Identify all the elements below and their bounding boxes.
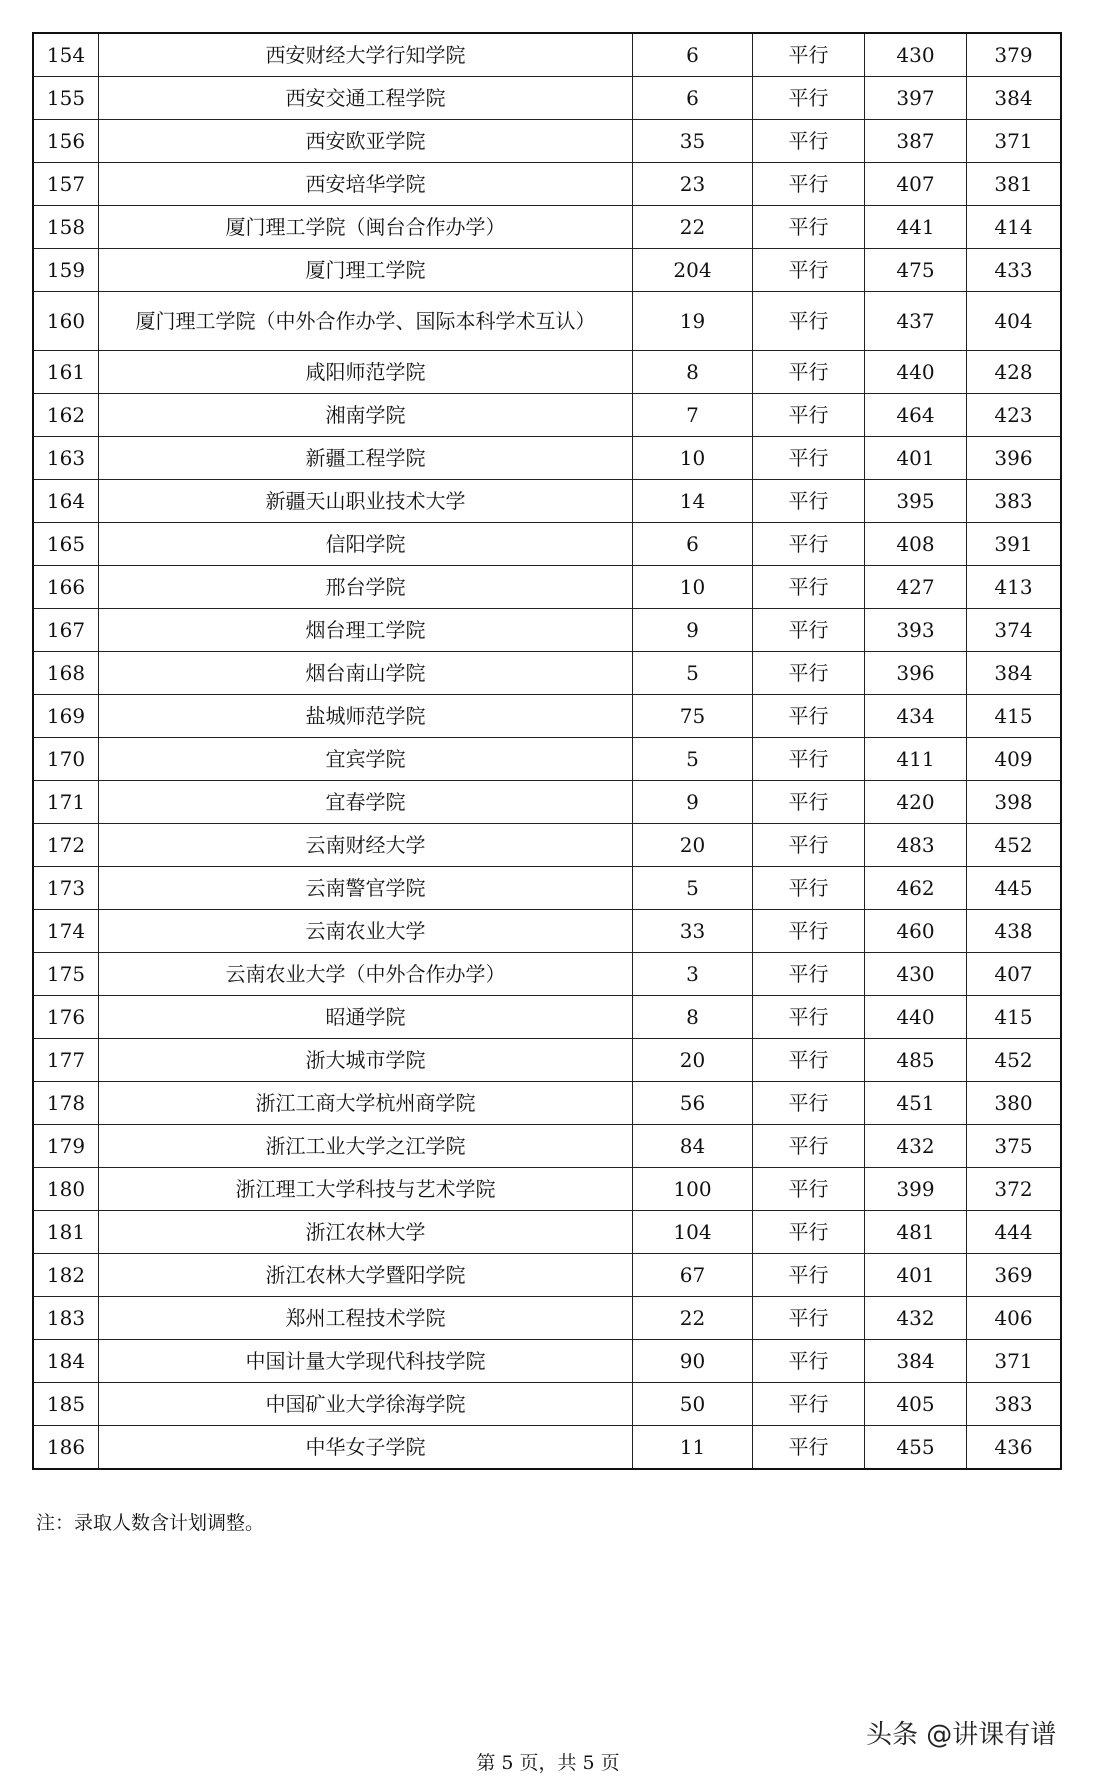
table-row xyxy=(33,867,1061,910)
table-row xyxy=(33,953,1061,996)
row-index: 154 xyxy=(33,33,99,77)
lowest-score: 445 xyxy=(967,867,1062,910)
lowest-score: 371 xyxy=(967,1340,1062,1383)
table-row xyxy=(33,1383,1061,1426)
row-index: 175 xyxy=(33,953,99,996)
school-name: 宜春学院 xyxy=(99,781,633,824)
footnote: 注：录取人数含计划调整。 xyxy=(36,1512,265,1534)
table-row xyxy=(33,566,1061,609)
row-index: 183 xyxy=(33,1297,99,1340)
batch-type: 平行 xyxy=(753,33,865,77)
batch-type: 平行 xyxy=(753,566,865,609)
lowest-score: 396 xyxy=(967,437,1062,480)
table-row xyxy=(33,910,1061,953)
batch-type: 平行 xyxy=(753,1254,865,1297)
table-row xyxy=(33,77,1061,120)
batch-type: 平行 xyxy=(753,1211,865,1254)
lowest-score: 372 xyxy=(967,1168,1062,1211)
row-index: 169 xyxy=(33,695,99,738)
highest-score: 432 xyxy=(865,1125,967,1168)
lowest-score: 381 xyxy=(967,163,1062,206)
school-name: 中华女子学院 xyxy=(99,1426,633,1470)
highest-score: 393 xyxy=(865,609,967,652)
highest-score: 451 xyxy=(865,1082,967,1125)
table-row xyxy=(33,609,1061,652)
highest-score: 430 xyxy=(865,953,967,996)
highest-score: 399 xyxy=(865,1168,967,1211)
school-name: 云南农业大学（中外合作办学） xyxy=(99,953,633,996)
row-index: 180 xyxy=(33,1168,99,1211)
batch-type: 平行 xyxy=(753,77,865,120)
table-row xyxy=(33,1211,1061,1254)
table-row xyxy=(33,523,1061,566)
table-row xyxy=(33,206,1061,249)
batch-type: 平行 xyxy=(753,738,865,781)
admit-count: 3 xyxy=(633,953,753,996)
lowest-score: 383 xyxy=(967,1383,1062,1426)
admit-count: 75 xyxy=(633,695,753,738)
admit-count: 19 xyxy=(633,292,753,351)
lowest-score: 436 xyxy=(967,1426,1062,1470)
lowest-score: 428 xyxy=(967,351,1062,394)
batch-type: 平行 xyxy=(753,1125,865,1168)
lowest-score: 379 xyxy=(967,33,1062,77)
highest-score: 395 xyxy=(865,480,967,523)
row-index: 161 xyxy=(33,351,99,394)
batch-type: 平行 xyxy=(753,249,865,292)
row-index: 177 xyxy=(33,1039,99,1082)
highest-score: 430 xyxy=(865,33,967,77)
table-row xyxy=(33,292,1061,351)
admit-count: 33 xyxy=(633,910,753,953)
school-name: 浙江农林大学 xyxy=(99,1211,633,1254)
row-index: 185 xyxy=(33,1383,99,1426)
highest-score: 475 xyxy=(865,249,967,292)
school-name: 邢台学院 xyxy=(99,566,633,609)
row-index: 174 xyxy=(33,910,99,953)
row-index: 173 xyxy=(33,867,99,910)
admit-count: 20 xyxy=(633,824,753,867)
table-row xyxy=(33,738,1061,781)
table-row xyxy=(33,824,1061,867)
lowest-score: 433 xyxy=(967,249,1062,292)
school-name: 中国计量大学现代科技学院 xyxy=(99,1340,633,1383)
school-name: 西安培华学院 xyxy=(99,163,633,206)
table-row xyxy=(33,1168,1061,1211)
table-row xyxy=(33,695,1061,738)
highest-score: 397 xyxy=(865,77,967,120)
row-index: 159 xyxy=(33,249,99,292)
lowest-score: 404 xyxy=(967,292,1062,351)
admit-count: 22 xyxy=(633,206,753,249)
admit-count: 90 xyxy=(633,1340,753,1383)
admit-count: 5 xyxy=(633,652,753,695)
highest-score: 464 xyxy=(865,394,967,437)
row-index: 171 xyxy=(33,781,99,824)
lowest-score: 371 xyxy=(967,120,1062,163)
highest-score: 434 xyxy=(865,695,967,738)
lowest-score: 444 xyxy=(967,1211,1062,1254)
row-index: 166 xyxy=(33,566,99,609)
highest-score: 396 xyxy=(865,652,967,695)
highest-score: 440 xyxy=(865,351,967,394)
highest-score: 405 xyxy=(865,1383,967,1426)
batch-type: 平行 xyxy=(753,206,865,249)
admit-count: 10 xyxy=(633,566,753,609)
lowest-score: 452 xyxy=(967,824,1062,867)
row-index: 172 xyxy=(33,824,99,867)
highest-score: 387 xyxy=(865,120,967,163)
lowest-score: 374 xyxy=(967,609,1062,652)
table-row xyxy=(33,480,1061,523)
school-name: 咸阳师范学院 xyxy=(99,351,633,394)
lowest-score: 415 xyxy=(967,695,1062,738)
lowest-score: 384 xyxy=(967,652,1062,695)
admit-count: 6 xyxy=(633,33,753,77)
admit-count: 11 xyxy=(633,1426,753,1470)
admit-count: 104 xyxy=(633,1211,753,1254)
page-number: 第 5 页，共 5 页 xyxy=(476,1752,620,1774)
table-row xyxy=(33,652,1061,695)
batch-type: 平行 xyxy=(753,953,865,996)
highest-score: 441 xyxy=(865,206,967,249)
school-name: 厦门理工学院 xyxy=(99,249,633,292)
batch-type: 平行 xyxy=(753,437,865,480)
row-index: 162 xyxy=(33,394,99,437)
batch-type: 平行 xyxy=(753,1297,865,1340)
row-index: 168 xyxy=(33,652,99,695)
row-index: 160 xyxy=(33,292,99,351)
watermark: 头条 @讲课有谱 xyxy=(866,1720,1057,1750)
school-name: 昭通学院 xyxy=(99,996,633,1039)
school-name: 新疆工程学院 xyxy=(99,437,633,480)
school-name: 中国矿业大学徐海学院 xyxy=(99,1383,633,1426)
admit-count: 8 xyxy=(633,351,753,394)
batch-type: 平行 xyxy=(753,163,865,206)
admit-count: 56 xyxy=(633,1082,753,1125)
batch-type: 平行 xyxy=(753,1426,865,1470)
batch-type: 平行 xyxy=(753,523,865,566)
batch-type: 平行 xyxy=(753,351,865,394)
lowest-score: 369 xyxy=(967,1254,1062,1297)
school-name: 浙大城市学院 xyxy=(99,1039,633,1082)
highest-score: 407 xyxy=(865,163,967,206)
admit-count: 22 xyxy=(633,1297,753,1340)
school-name: 盐城师范学院 xyxy=(99,695,633,738)
admit-count: 6 xyxy=(633,77,753,120)
table-row xyxy=(33,1340,1061,1383)
admit-count: 7 xyxy=(633,394,753,437)
table-row xyxy=(33,781,1061,824)
batch-type: 平行 xyxy=(753,120,865,163)
highest-score: 408 xyxy=(865,523,967,566)
table-row xyxy=(33,1297,1061,1340)
lowest-score: 375 xyxy=(967,1125,1062,1168)
row-index: 184 xyxy=(33,1340,99,1383)
highest-score: 427 xyxy=(865,566,967,609)
table-row xyxy=(33,996,1061,1039)
table-row xyxy=(33,437,1061,480)
row-index: 164 xyxy=(33,480,99,523)
school-name: 西安交通工程学院 xyxy=(99,77,633,120)
table-row xyxy=(33,1082,1061,1125)
batch-type: 平行 xyxy=(753,1383,865,1426)
lowest-score: 415 xyxy=(967,996,1062,1039)
school-name: 云南农业大学 xyxy=(99,910,633,953)
highest-score: 440 xyxy=(865,996,967,1039)
table-row xyxy=(33,351,1061,394)
row-index: 176 xyxy=(33,996,99,1039)
batch-type: 平行 xyxy=(753,1039,865,1082)
row-index: 157 xyxy=(33,163,99,206)
row-index: 186 xyxy=(33,1426,99,1470)
school-name: 浙江工商大学杭州商学院 xyxy=(99,1082,633,1125)
lowest-score: 452 xyxy=(967,1039,1062,1082)
lowest-score: 398 xyxy=(967,781,1062,824)
lowest-score: 406 xyxy=(967,1297,1062,1340)
table-row xyxy=(33,163,1061,206)
highest-score: 437 xyxy=(865,292,967,351)
lowest-score: 407 xyxy=(967,953,1062,996)
school-name: 浙江工业大学之江学院 xyxy=(99,1125,633,1168)
batch-type: 平行 xyxy=(753,910,865,953)
highest-score: 460 xyxy=(865,910,967,953)
highest-score: 455 xyxy=(865,1426,967,1470)
admit-count: 14 xyxy=(633,480,753,523)
admit-count: 8 xyxy=(633,996,753,1039)
admit-count: 5 xyxy=(633,867,753,910)
batch-type: 平行 xyxy=(753,480,865,523)
school-name: 云南警官学院 xyxy=(99,867,633,910)
lowest-score: 423 xyxy=(967,394,1062,437)
table-row xyxy=(33,1426,1061,1470)
lowest-score: 413 xyxy=(967,566,1062,609)
table-row xyxy=(33,249,1061,292)
school-name: 浙江理工大学科技与艺术学院 xyxy=(99,1168,633,1211)
row-index: 167 xyxy=(33,609,99,652)
admit-count: 9 xyxy=(633,781,753,824)
admit-count: 5 xyxy=(633,738,753,781)
table-row xyxy=(33,33,1061,77)
lowest-score: 380 xyxy=(967,1082,1062,1125)
admit-count: 67 xyxy=(633,1254,753,1297)
admit-count: 204 xyxy=(633,249,753,292)
admit-count: 20 xyxy=(633,1039,753,1082)
highest-score: 483 xyxy=(865,824,967,867)
school-name: 西安财经大学行知学院 xyxy=(99,33,633,77)
school-name: 新疆天山职业技术大学 xyxy=(99,480,633,523)
highest-score: 462 xyxy=(865,867,967,910)
row-index: 178 xyxy=(33,1082,99,1125)
lowest-score: 409 xyxy=(967,738,1062,781)
highest-score: 411 xyxy=(865,738,967,781)
highest-score: 481 xyxy=(865,1211,967,1254)
row-index: 163 xyxy=(33,437,99,480)
highest-score: 384 xyxy=(865,1340,967,1383)
school-name: 信阳学院 xyxy=(99,523,633,566)
batch-type: 平行 xyxy=(753,996,865,1039)
lowest-score: 383 xyxy=(967,480,1062,523)
batch-type: 平行 xyxy=(753,394,865,437)
admit-count: 50 xyxy=(633,1383,753,1426)
school-name: 烟台理工学院 xyxy=(99,609,633,652)
row-index: 179 xyxy=(33,1125,99,1168)
row-index: 165 xyxy=(33,523,99,566)
row-index: 181 xyxy=(33,1211,99,1254)
school-name: 浙江农林大学暨阳学院 xyxy=(99,1254,633,1297)
highest-score: 485 xyxy=(865,1039,967,1082)
admit-count: 100 xyxy=(633,1168,753,1211)
admit-count: 10 xyxy=(633,437,753,480)
school-name: 云南财经大学 xyxy=(99,824,633,867)
table-row xyxy=(33,1039,1061,1082)
batch-type: 平行 xyxy=(753,781,865,824)
batch-type: 平行 xyxy=(753,292,865,351)
admit-count: 23 xyxy=(633,163,753,206)
table-row xyxy=(33,1125,1061,1168)
highest-score: 420 xyxy=(865,781,967,824)
lowest-score: 391 xyxy=(967,523,1062,566)
batch-type: 平行 xyxy=(753,695,865,738)
batch-type: 平行 xyxy=(753,652,865,695)
batch-type: 平行 xyxy=(753,1082,865,1125)
school-name: 宜宾学院 xyxy=(99,738,633,781)
row-index: 158 xyxy=(33,206,99,249)
school-name: 湘南学院 xyxy=(99,394,633,437)
school-name: 郑州工程技术学院 xyxy=(99,1297,633,1340)
row-index: 155 xyxy=(33,77,99,120)
table-row xyxy=(33,120,1061,163)
table-row xyxy=(33,1254,1061,1297)
lowest-score: 414 xyxy=(967,206,1062,249)
school-name: 厦门理工学院（中外合作办学、国际本科学术互认） xyxy=(99,292,633,351)
admit-count: 9 xyxy=(633,609,753,652)
table-row xyxy=(33,394,1061,437)
batch-type: 平行 xyxy=(753,1340,865,1383)
row-index: 170 xyxy=(33,738,99,781)
batch-type: 平行 xyxy=(753,1168,865,1211)
highest-score: 401 xyxy=(865,437,967,480)
admit-count: 6 xyxy=(633,523,753,566)
admission-table xyxy=(32,32,1062,1470)
highest-score: 432 xyxy=(865,1297,967,1340)
school-name: 烟台南山学院 xyxy=(99,652,633,695)
admit-count: 84 xyxy=(633,1125,753,1168)
school-name: 西安欧亚学院 xyxy=(99,120,633,163)
highest-score: 401 xyxy=(865,1254,967,1297)
batch-type: 平行 xyxy=(753,609,865,652)
school-name: 厦门理工学院（闽台合作办学） xyxy=(99,206,633,249)
row-index: 182 xyxy=(33,1254,99,1297)
lowest-score: 384 xyxy=(967,77,1062,120)
admit-count: 35 xyxy=(633,120,753,163)
row-index: 156 xyxy=(33,120,99,163)
batch-type: 平行 xyxy=(753,867,865,910)
batch-type: 平行 xyxy=(753,824,865,867)
lowest-score: 438 xyxy=(967,910,1062,953)
